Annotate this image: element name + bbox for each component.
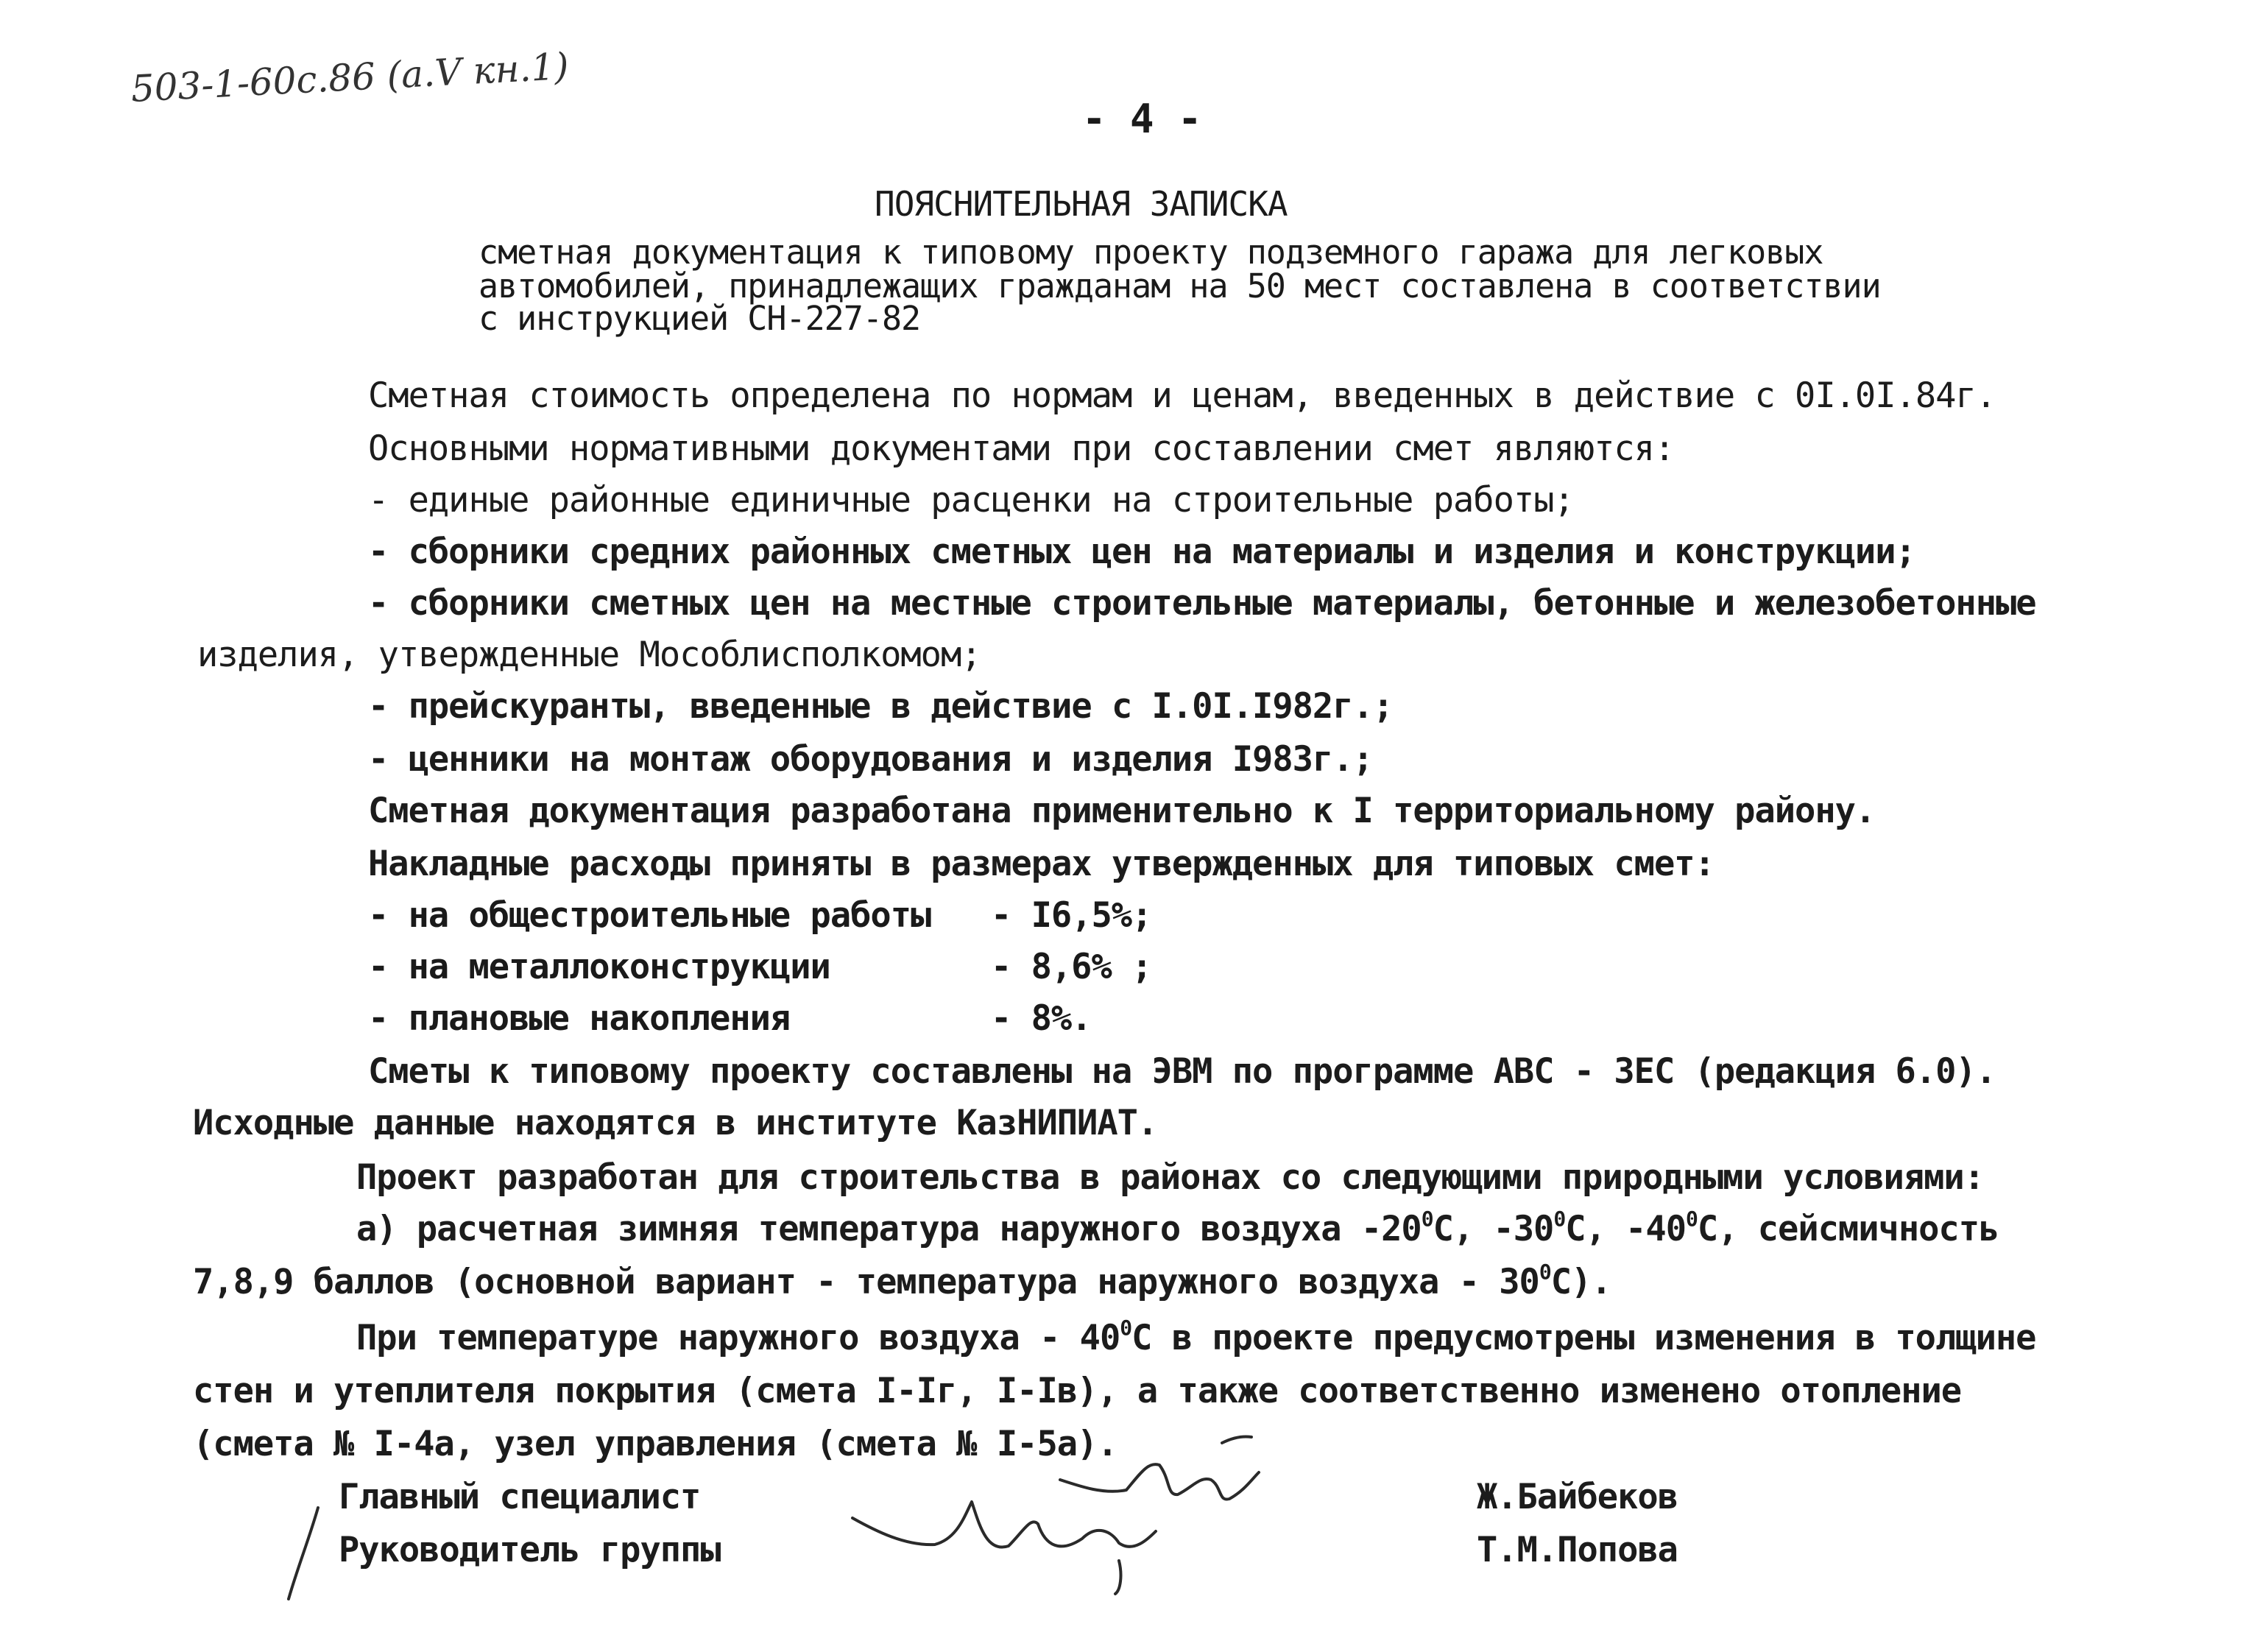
body-line-docs: Основными нормативными документами при составлении смет являются:: [368, 428, 1675, 469]
list-item-rates: - единые районные единичные расценки на строительные работы;: [368, 480, 1574, 520]
body-line-cost: Сметная стоимость определена по нормам и ценам, введенных в действие с 0I.0I.84г.: [368, 375, 1996, 416]
page-number: - 4 -: [1082, 96, 1202, 142]
intro-line-1: сметная документация к типовому проекту подземного гаража для легковых: [479, 233, 1823, 272]
handwritten-reference: 503-1-60с.86 (а.V кн.1): [130, 44, 570, 110]
temperature-note-line-2: стен и утеплителя покрытия (смета I-Iг, I-Iв), а также соответственно изменено отопление: [193, 1371, 1962, 1411]
signature-role-chief: Главный специалист: [339, 1477, 701, 1517]
overhead-value-planned: - 8%.: [991, 998, 1092, 1039]
overhead-label-metal: - на металлоконструкции: [368, 947, 830, 987]
signature-role-group-lead: Руководитель группы: [339, 1530, 721, 1570]
temperature-note-line-1: При температуре наружного воздуха - $40^0С$ в проекте предусмотрены изменения в толщине: [356, 1316, 2036, 1358]
overhead-value-general: - I6,5%;: [991, 895, 1152, 936]
document-title: ПОЯСНИТЕЛЬНАЯ ЗАПИСКА: [875, 184, 1288, 224]
intro-line-3: с инструкцией СН-227-82: [479, 299, 921, 338]
body-line-computer: Сметы к типовому проекту составлены на ЭВМ по программе АВС - ЗЕС (редакция 6.0).: [368, 1051, 1996, 1092]
climate-line-2: 7,8,9 баллов (основной вариант - температура наружного воздуха - $30^0С$).: [193, 1260, 1611, 1302]
list-item-avg-prices: - сборники средних районных сметных цен на материалы и изделия и конструкции;: [368, 532, 1915, 572]
body-line-source-data: Исходные данные находятся в институте КазНИПИАТ.: [193, 1103, 1158, 1143]
overhead-value-metal: - 8,6% ;: [991, 947, 1152, 987]
overhead-label-planned: - плановые накопления: [368, 998, 791, 1039]
list-item-local-prices: - сборники сметных цен на местные строительные материалы, бетонные и железобетонные: [368, 583, 2036, 624]
list-item-installation: - ценники на монтаж оборудования и изделия I983г.;: [368, 739, 1373, 780]
list-item-price-lists: - прейскуранты, введенные в действие с I.0I.I982г.;: [368, 686, 1394, 727]
signature-name-group-lead: Т.М.Попова: [1477, 1530, 1678, 1570]
body-line-territory: Сметная документация разработана применительно к I территориальному району.: [368, 791, 1876, 831]
list-item-local-prices-cont: изделия, утвержденные Мособлисполкомом;: [197, 635, 981, 675]
signature-name-chief: Ж.Байбеков: [1477, 1477, 1678, 1517]
intro-line-2: автомобилей, принадлежащих гражданам на 50 мест составлена в соответствии: [479, 266, 1881, 306]
overhead-label-general: - на общестроительные работы: [368, 895, 931, 936]
body-line-overheads: Накладные расходы приняты в размерах утвержденных для типовых смет:: [368, 844, 1715, 884]
temperature-note-line-3: (смета № I-4а, узел управления (смета № I-5а).: [193, 1424, 1117, 1464]
climate-line-1: а) расчетная зимняя температура наружного воздуха $-20^0С$, $-30^0С$, $-40^0С$, сейсмичность: [356, 1207, 1999, 1249]
body-line-conditions: Проект разработан для строительства в районах со следующими природными условиями:: [356, 1157, 1985, 1198]
